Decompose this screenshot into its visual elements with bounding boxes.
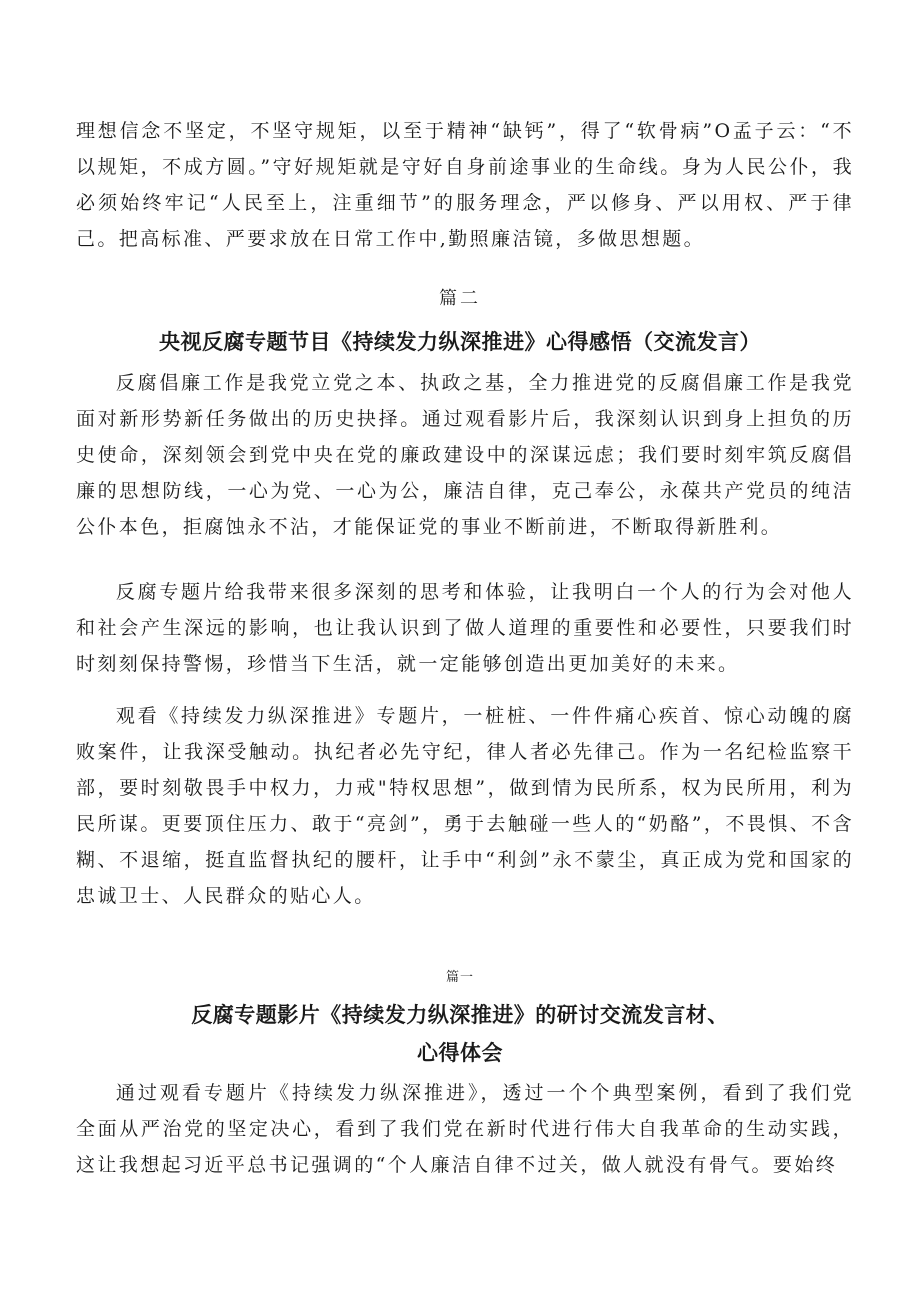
paragraph-section2-1: 反腐倡廉工作是我党立党之本、执政之基，全力推进党的反腐倡廉工作是我党面对新形势新任务做出的历史抉择。通过观看影片后，我深刻认识到身上担负的历史使命，深刻领会到党中央在党的廉政建设中的深谋远虑；我们要时刻牢筑反腐倡廉的思想防线，一心为党、一心为公，廉洁自律，克己奉公，永葆共产党员的纯洁公仆本色，拒腐蚀永不沾，才能保证党的事业不断前进，不断取得新胜利。 [76, 372, 854, 538]
section-title-one-line1: 反腐专题影片《持续发力纵深推进》的研讨交流发言材、 [191, 1003, 729, 1027]
paragraph-section2-2: 反腐专题片给我带来很多深刻的思考和体验，让我明白一个人的行为会对他人和社会产生深远的影响，也让我认识到了做人道理的重要性和必要性，只要我们时时刻刻保持警惕，珍惜当下生活，就一定能够创造出更加美好的未来。 [76, 581, 854, 675]
section-label-one: 篇一 [445, 970, 474, 985]
paragraph-section2-3: 观看《持续发力纵深推进》专题片，一桩桩、一件件痛心疾首、惊心动魄的腐败案件，让我深受触动。执纪者必先守纪，律人者必先律己。作为一名纪检监察干部，要时刻敬畏手中权力，力戒"特权思想”，做到情为民所系，权为民所用，利为民所谋。更要顶住压力、敢于“亮剑”，勇于去触碰一些人的“奶酪”，不畏惧、不含糊、不退缩，挺直监督执纪的腰杆，让手中“利剑”永不蒙尘，真正成为党和国家的忠诚卫士、人民群众的贴心人。 [76, 705, 854, 907]
section-label-two: 篇二 [439, 288, 481, 309]
paragraph-opening: 理想信念不坚定，不坚守规矩，以至于精神“缺钙”，得了“软骨病”O孟子云：“不以规矩，不成方圆。”守好规矩就是守好自身前途事业的生命线。身为人民公仆，我必须始终牢记“人民至上，注重细节”的服务理念，严以修身、严以用权、严于律己。把高标准、严要求放在日常工作中,勤照廉洁镜，多做思想题。 [76, 120, 854, 250]
section-title-one-line2: 心得体会 [417, 1041, 503, 1065]
section-title-two: 央视反腐专题节目《持续发力纵深推进》心得感悟（交流发言） [159, 330, 761, 354]
paragraph-section1-1: 通过观看专题片《持续发力纵深推进》，透过一个个典型案例，看到了我们党全面从严治党的坚定决心，看到了我们党在新时代进行伟大自我革命的生动实践，这让我想起习近平总书记强调的“个人廉洁自律不过关，做人就没有骨气。要始终 [76, 1082, 854, 1176]
